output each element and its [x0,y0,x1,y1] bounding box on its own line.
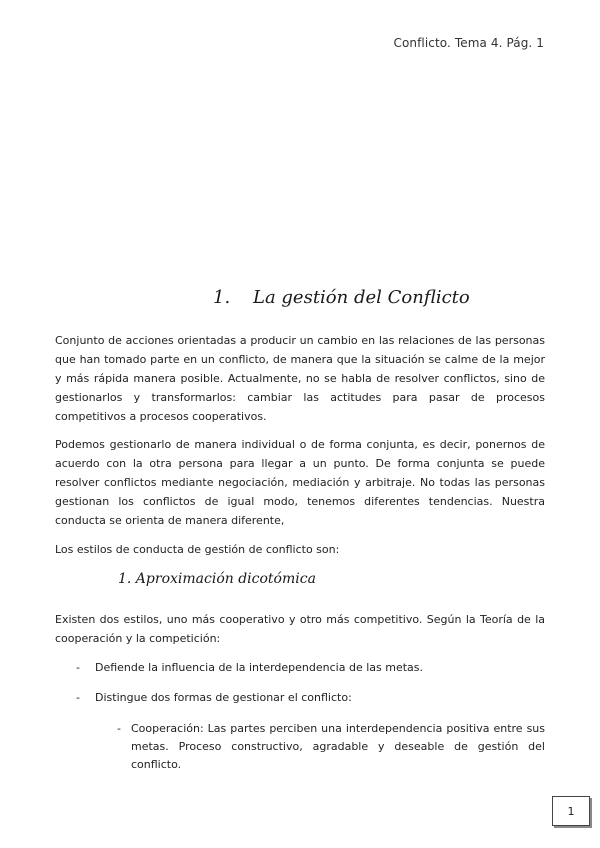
bullet-marker: - [76,661,80,674]
page-number-box [552,796,590,826]
subsection-heading: 1. Aproximación dicotómica [118,571,316,587]
bullet-marker: - [76,691,80,704]
section-title: La gestión del Conflicto [253,287,470,308]
sub-list-item-text: Cooperación: Las partes perciben una interdependencia positiva entre sus metas. Proceso constructivo, agradable y deseable de gestión del conflicto. [131,722,545,771]
page-number: 1 [567,804,575,818]
section-number: 1. [213,287,231,308]
list-item-text: Distingue dos formas de gestionar el conflicto: [95,691,352,704]
bullet-marker: - [117,722,121,735]
paragraph-two-styles: Existen dos estilos, uno más cooperativo y otro más competitivo. Según la Teoría de la cooperación y la competición: [55,613,545,645]
paragraph-management: Podemos gestionarlo de manera individual o de forma conjunta, es decir, ponernos de acuerdo con la otra persona para llegar a un punto. De forma conjunta se puede resolver conflictos mediante negociación, mediación y arbitraje. No todas las personas gestionan los conflictos de igual modo, tenemos diferentes tendencias. Nuestra conducta se orienta de manera diferente, [55,438,545,527]
paragraph-definition: Conjunto de acciones orientadas a producir un cambio en las relaciones de las personas que han tomado parte en un conflicto, de manera que la situación se calme de la mejor y más rápida manera posible. Actualmente, no se habla de resolver conflictos, sino de gestionarlos y transformarlos: cambiar las actitudes para pasar de procesos competitivos a procesos cooperativos. [55,334,545,423]
paragraph-styles-intro: Los estilos de conducta de gestión de conflicto son: [55,543,340,556]
list-item-text: Defiende la influencia de la interdependencia de las metas. [95,661,424,674]
page-header: Conflicto. Tema 4. Pág. 1 [393,36,544,50]
sub-list-item [117,720,545,774]
